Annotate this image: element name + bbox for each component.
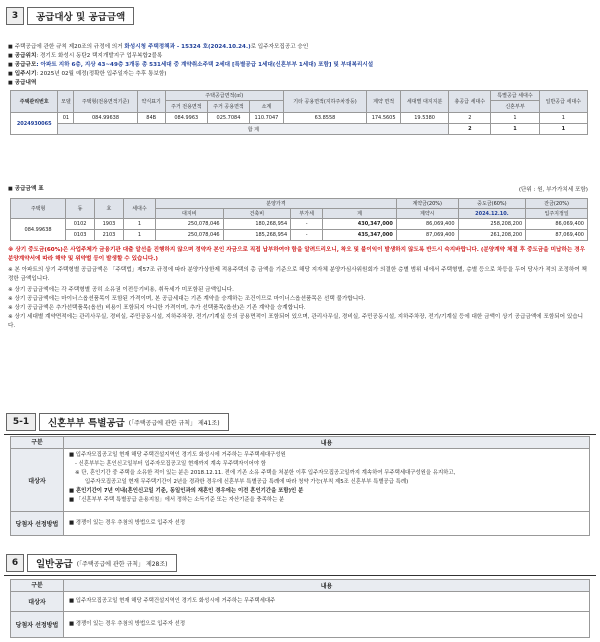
table-total-row: 합 계 2 1 1 <box>11 124 588 135</box>
pricing-note: ※ 본 아파트의 상기 주택형별 공급금액은 「주택법」제57조 규정에 따라 분양가상한제 적용주택의 총 금액을 기준으로 해당 지자체 분양가심사위원회가 의결한 층별 범위 내에서 주택형별, 층별 등으로 차등을 두어 당사가 적의 조정하여 책정한 금액입니다. <box>8 267 587 283</box>
scale-line: ■ 공급규모: 아파트 지하 6층, 지상 43~49층 3개동 총 531세대 중 계약취소주택 2세대 [특별공급 1세대(신혼부부 1세대) 포함] 및 부대복리시설 <box>8 62 374 68</box>
table-row: 0103 2103 1 250,078,046 185,268,954 - 435,347,000 87,069,400 261,208,200 87,069,400 <box>11 230 588 241</box>
section-number: 3 <box>6 7 24 25</box>
th-model: 모델 <box>58 91 74 113</box>
eligibility-lines: ■ 입주자모집공고일 현재 해당 주택건설지역인 경기도 화성시에 거주하는 무주택세대구성원 - 신혼부부는 혼인신고일부터 입주자모집공고일 현재까지 계속 무주택자이어야 함 ※ 단, 혼인기간 중 주택을 소유한 적이 있는 분은 2018.12.11. 전에 기존 소유 주택을 처분한 이후 입주자모집공고일까지 계속하여 무주택세대구성원을 유지하고, 입주자모집공고일 현재 무주택기간이 2년을 경과한 경우에 신혼부부 특별공급 특례에 따라 청약 가능(부칙 제5조 신혼부부 특별공급 특례) ■ 혼인기간이 7년 이내(혼인신고일 기준, 동일인과의 재혼인 경우에는 이전 혼인기간을 포함)인 분 ■ 「신혼부부 주택 특별공급 운용지침」에서 정하는 소득기준 또는 자산기준을 충족하는 분 <box>69 452 456 503</box>
th-contract-area: 계약 면적 <box>367 91 401 113</box>
tax-note: ※ 상기 공급금액에는 각 주택형별 공히 소유권 이전등기비용, 취득세가 미포함된 금액입니다. <box>8 287 234 293</box>
move-in-line: ■ 입주시기: 2025년 02월 예정(정확한 입주일자는 추후 통보함) <box>8 71 167 77</box>
supply-table <box>10 90 588 135</box>
th-special-group: 특별공급 세대수 <box>491 91 539 101</box>
th-code: 주택관리번호 <box>11 91 58 113</box>
section-5-1-header <box>6 412 229 432</box>
common-area-note: ※ 상기 세대별 계약면적에는 관리사무실, 경비실, 주민공동시설, 지하주차장, 전기/기계실 등의 공용면적이 포함되어 있으며, 관리사무실, 경비실, 주민공동시설, 지하주차장, 전기/기계실 등에 대한 금액이 상기 공급금액에 포함되어 있습니다. <box>8 314 584 330</box>
table-row: 2024930065 01 084.99638 84B 084.9963 025.7084 110.7047 63.8558 174.5605 19.5380 2 1 1 <box>11 113 588 124</box>
price-table-title: ■ 공급금액 표 <box>8 186 44 192</box>
square-bullet-icon: ■ <box>8 44 13 50</box>
price-table: 주택형 동 호 세대수 분양가격 계약금(20%) 중도금(60%) 잔금(20%) 대지비 건축비 부가세 계 계약시 2024.12.10. 입주지정일 084.99638 0102 1903 1 250,078,046 180,268,954 - 430,347,000 86,069,400 258,208,200 86,069,400 0103 2103 1 250,078,046 185,268,954 - 435,347,000 87,069,400 261,208,200 87,069,400 <box>10 198 588 241</box>
th-area-group: 주택공급면적(㎡) <box>165 91 283 101</box>
th-other-area: 기타 공용면적(지하주차장등) <box>283 91 366 113</box>
square-bullet-icon: ■ <box>8 186 13 192</box>
section-title: 신혼부부 특별공급 (「주택공급에 관한 규칙」 제41조) <box>39 413 229 431</box>
supply-detail-line: ■ 공급내역 <box>8 80 37 86</box>
section-title: 일반공급 (「주택공급에 관한 규칙」 제28조) <box>27 554 177 572</box>
location-line: ■ 공급위치: 경기도 화성시 동탄2 택지개발지구 업무복합2블록 <box>8 53 163 59</box>
square-bullet-icon: ■ <box>8 71 13 77</box>
th-short: 약식표기 <box>137 91 165 113</box>
th-general-units: 일반공급 세대수 <box>539 91 587 113</box>
section-6-header <box>6 553 177 573</box>
th-area-sum: 소계 <box>250 101 284 113</box>
eligibility-text: ■ 입주자모집공고일 현재 해당 주택건설지역인 경기도 화성시에 거주하는 무주택세대주 <box>69 598 276 604</box>
section-3-header <box>6 6 134 26</box>
option-note: ※ 상기 공급금액은 추가선택품목(옵션) 비용이 포함되지 아니한 가격이며, 추가 선택품목(옵션)은 기존 계약을 승계합니다. <box>8 305 306 311</box>
general-supply-table: 구분 내용 대상자 ■ 입주자모집공고일 현재 해당 주택건설지역인 경기도 화성시에 거주하는 무주택세대주 당첨자 선정방법 ■ 경쟁이 있는 경우 추첨의 방법으로 입주자 선정 <box>10 579 590 638</box>
square-bullet-icon: ■ <box>8 53 13 59</box>
divider <box>4 575 596 576</box>
th-total-units: 총공급 세대수 <box>449 91 491 113</box>
th-newlywed: 신혼부부 <box>491 101 539 113</box>
square-bullet-icon: ■ <box>8 80 13 86</box>
minus-option-note: ※ 상기 공급금액에는 마이너스옵션품목이 포함된 가격이며, 본 공급세대는 기존 계약을 승계하는 조건이므로 마이너스옵션품목은 선택 불가합니다. <box>8 296 366 302</box>
th-common-area: 주거 공용면적 <box>207 101 249 113</box>
th-private-area: 주거 전용면적 <box>165 101 207 113</box>
square-bullet-icon: ■ <box>8 62 13 68</box>
housing-code: 2024930065 <box>11 113 58 135</box>
unit-note: (단위 : 원, 부가가치세 포함) <box>518 187 588 193</box>
th-land-share: 세대별 대지지분 <box>400 91 448 113</box>
section-number: 6 <box>6 554 24 572</box>
table-row: 084.99638 0102 1903 1 250,078,046 180,268,954 - 430,347,000 86,069,400 258,208,200 86,069,400 <box>11 219 588 230</box>
section-title: 공급대상 및 공급금액 <box>27 7 134 25</box>
newlywed-table: 구분 내용 대상자 ■ 입주자모집공고일 현재 해당 주택건설지역인 경기도 화성시에 거주하는 무주택세대구성원 - 신혼부부는 혼인신고일부터 입주자모집공고일 현재까지 계속 무주택자이어야 함 ※ 단, 혼인기간 중 주택을 소유한 적이 있는 분은 2018.12.11. 전에 기존 소유 주택을 처분한 이후 입주자모집공고일까지 계속하여 무주택세대구성원을 유지하고, 입주자모집공고일 현재 무주택기간이 2년을 경과한 경우에 신혼부부 특별공급 특례에 따라 청약 가능(부칙 제5조 신혼부부 특별공급 특례) ■ 혼인기간이 7년 이내(혼인신고일 기준, 동일인과의 재혼인 경우에는 이전 혼인기간을 포함)인 분 ■ 「신혼부부 주택 특별공급 운용지침」에서 정하는 소득기준 또는 자산기준을 충족하는 분 당첨자 선정방법 ■ 경쟁이 있는 경우 추첨의 방법으로 입주자 선정 <box>10 436 590 536</box>
section-number: 5-1 <box>6 413 36 431</box>
approval-line: ■ 주택공급에 관한 규칙 제20조의 규정에 의거 화성시청 주택정책과 - 15324 호(2024.10.24.)로 입주자모집공고 승인 <box>8 44 309 50</box>
th-type: 주택형(전용면적기준) <box>74 91 137 113</box>
midpayment-warning: ※ 상기 중도금(60%)은 사업주체가 금융기관 대출 알선을 진행하지 않으며 정약자 본인 자금으로 직접 납부하여야 함을 알려드리오니, 착오 및 불이익이 발생하지 않도록 반드시 숙지바랍니다. (분양계약 체결 후 중도금을 미납하는 경우 분양계약서에 따라 해약 및 위약벌 등이 발생할 수 있습니다.) <box>8 247 586 263</box>
divider <box>4 434 596 435</box>
